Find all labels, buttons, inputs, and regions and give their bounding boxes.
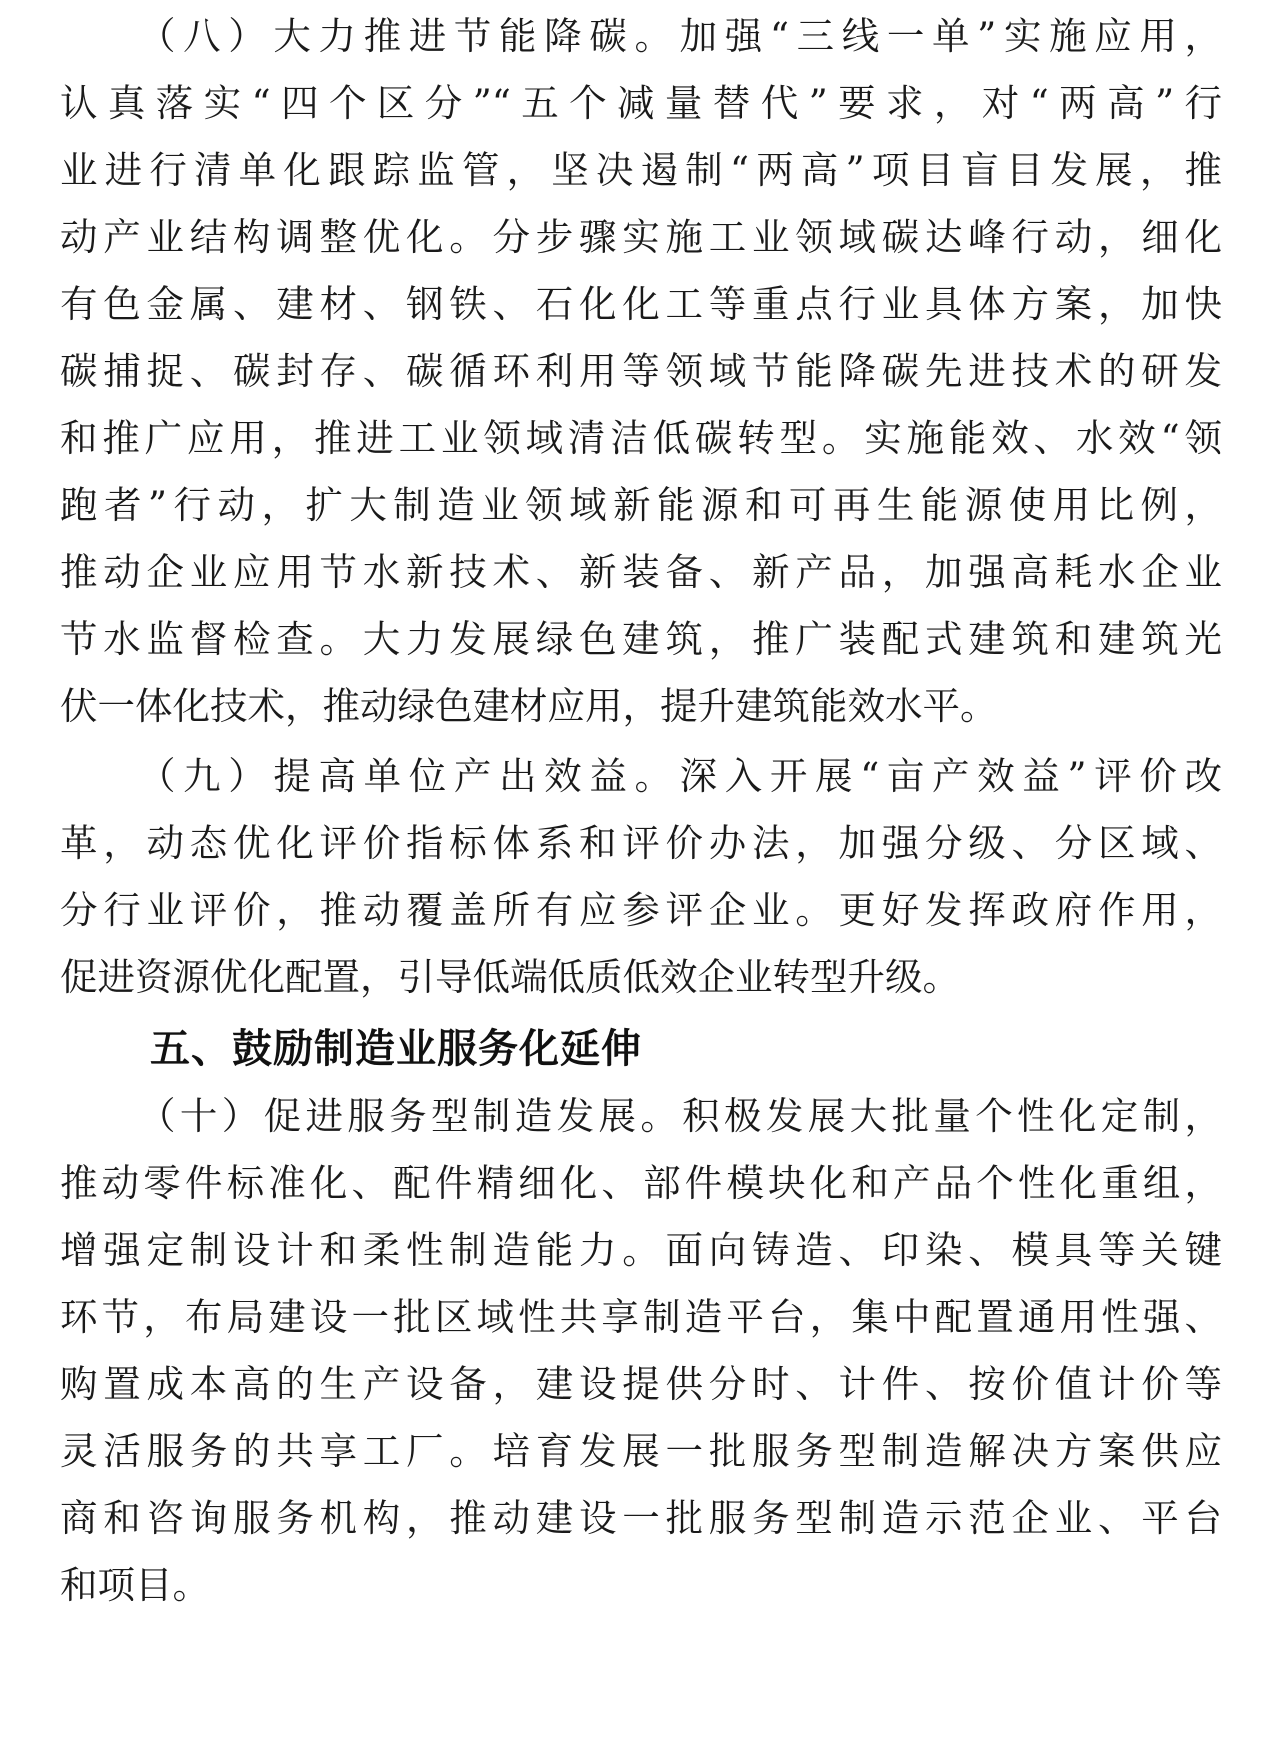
paragraph-9-line-4: 促进资源优化配置，引导低端低质低效企业转型升级。 (60, 955, 960, 999)
paragraph-10-line-7: 商和咨询服务机构，推动建设一批服务型制造示范企业、平台 (60, 1496, 1222, 1540)
paragraph-10-line-8: 和项目。 (60, 1563, 210, 1607)
paragraph-8-line-6: 碳捕捉、碳封存、碳循环利用等领域节能降碳先进技术的研发 (60, 349, 1222, 393)
paragraph-10-line-5: 购置成本高的生产设备，建设提供分时、计件、按价值计价等 (60, 1362, 1222, 1406)
paragraph-8-line-7: 和推广应用，推进工业领域清洁低碳转型。实施能效、水效“领 (60, 416, 1222, 460)
paragraph-10-line-6: 灵活服务的共享工厂。培育发展一批服务型制造解决方案供应 (60, 1429, 1222, 1473)
paragraph-9-line-2: 革，动态优化评价指标体系和评价办法，加强分级、分区域、 (60, 821, 1222, 865)
paragraph-10-line-2: 推动零件标准化、配件精细化、部件模块化和产品个性化重组， (60, 1161, 1222, 1205)
paragraph-10-line-3: 增强定制设计和柔性制造能力。面向铸造、印染、模具等关键 (60, 1228, 1222, 1272)
paragraph-9-line-1: （九）提高单位产出效益。深入开展“亩产效益”评价改 (138, 754, 1222, 798)
paragraph-8-line-5: 有色金属、建材、钢铁、石化化工等重点行业具体方案，加快 (60, 282, 1222, 326)
paragraph-8-line-8: 跑者”行动，扩大制造业领域新能源和可再生能源使用比例， (60, 483, 1222, 527)
paragraph-8-line-2: 认真落实“四个区分”“五个减量替代”要求，对“两高”行 (60, 81, 1222, 125)
paragraph-8-line-10: 节水监督检查。大力发展绿色建筑，推广装配式建筑和建筑光 (60, 617, 1222, 661)
paragraph-8-line-9: 推动企业应用节水新技术、新装备、新产品，加强高耗水企业 (60, 550, 1222, 594)
paragraph-8-line-4: 动产业结构调整优化。分步骤实施工业领域碳达峰行动，细化 (60, 215, 1222, 259)
paragraph-9-line-3: 分行业评价，推动覆盖所有应参评企业。更好发挥政府作用， (60, 888, 1222, 932)
paragraph-8-line-1: （八）大力推进节能降碳。加强“三线一单”实施应用， (138, 14, 1222, 58)
section-heading: 五、鼓励制造业服务化延伸 (150, 1026, 642, 1072)
paragraph-10-line-4: 环节，布局建设一批区域性共享制造平台，集中配置通用性强、 (60, 1295, 1222, 1339)
paragraph-10-line-1: （十）促进服务型制造发展。积极发展大批量个性化定制， (138, 1094, 1222, 1138)
paragraph-8-line-3: 业进行清单化跟踪监管，坚决遏制“两高”项目盲目发展，推 (60, 148, 1222, 192)
paragraph-8-line-11: 伏一体化技术，推动绿色建材应用，提升建筑能效水平。 (60, 684, 998, 728)
